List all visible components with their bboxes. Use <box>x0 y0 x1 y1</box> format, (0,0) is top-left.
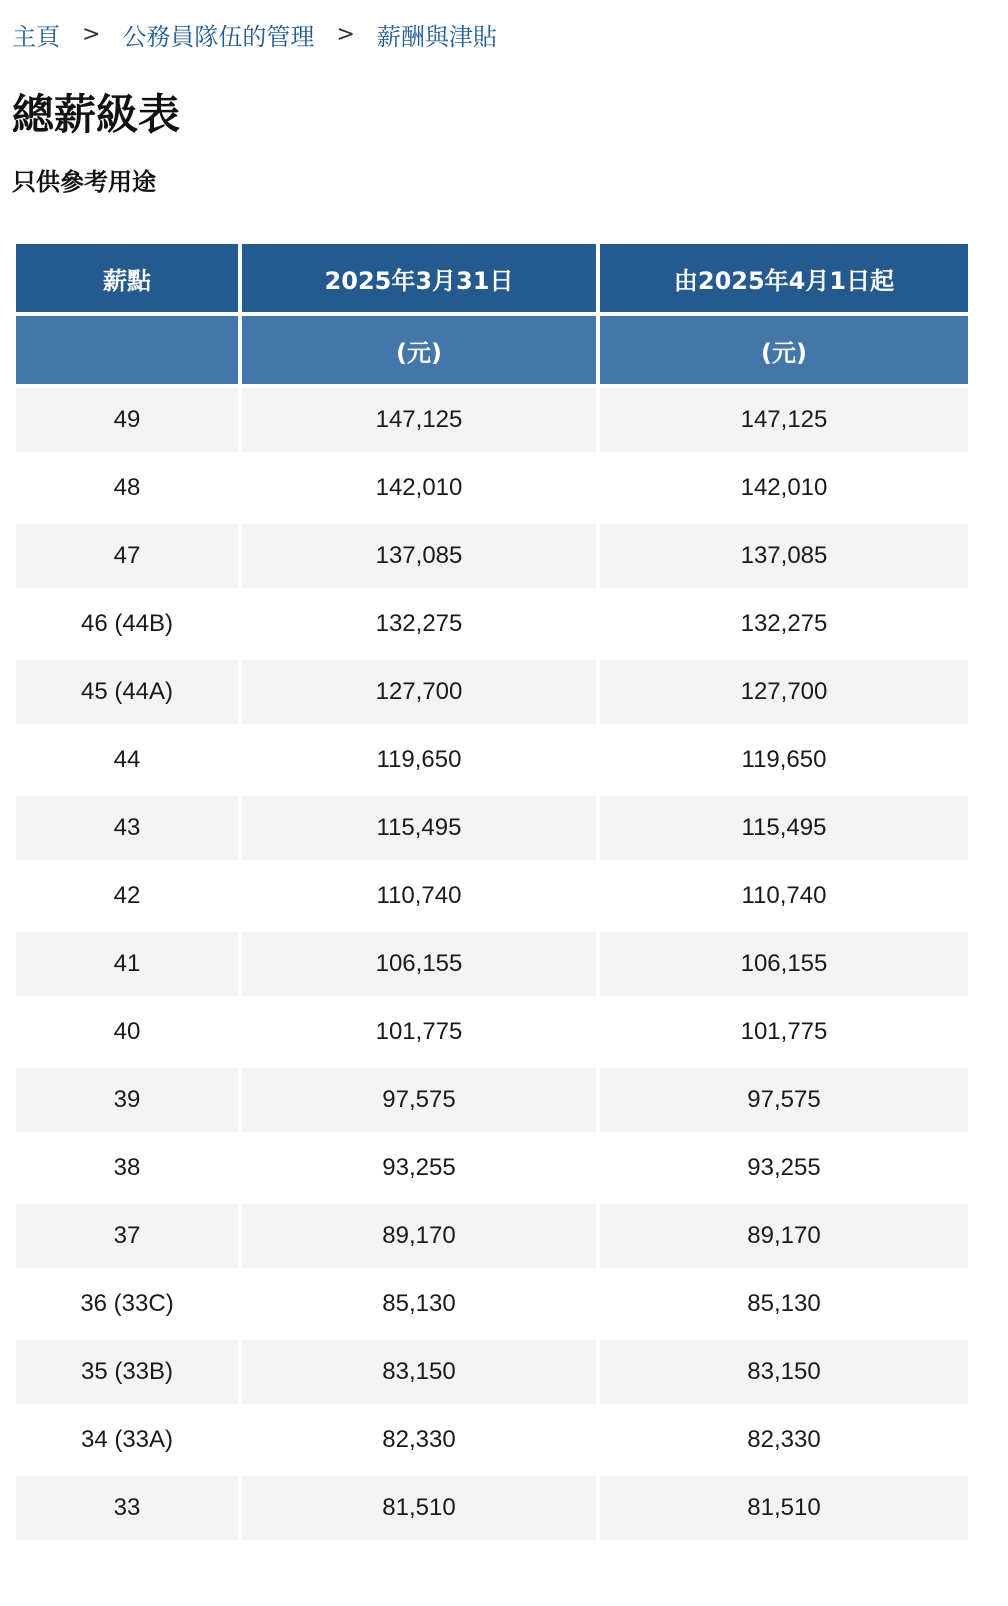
table-row <box>16 660 968 724</box>
cell-pay-point: 47 <box>16 524 238 588</box>
cell-salary-from-2025-04-01: 119,650 <box>600 728 968 792</box>
cell-pay-point: 36 (33C) <box>16 1272 238 1336</box>
table-unit-row <box>16 316 968 384</box>
table-row <box>16 1340 968 1404</box>
cell-pay-point: 33 <box>16 1476 238 1540</box>
cell-pay-point: 35 (33B) <box>16 1340 238 1404</box>
cell-salary-from-2025-04-01: 89,170 <box>600 1204 968 1268</box>
unit-pay-point <box>16 316 238 384</box>
cell-pay-point: 43 <box>16 796 238 860</box>
breadcrumb-separator: > <box>82 21 101 47</box>
cell-salary-from-2025-04-01: 85,130 <box>600 1272 968 1336</box>
unit-from-2025-04-01: (元) <box>600 316 968 384</box>
table-row <box>16 864 968 928</box>
table-row <box>16 524 968 588</box>
cell-pay-point: 44 <box>16 728 238 792</box>
cell-salary-2025-03-31: 85,130 <box>242 1272 596 1336</box>
cell-salary-from-2025-04-01: 115,495 <box>600 796 968 860</box>
cell-salary-from-2025-04-01: 101,775 <box>600 1000 968 1064</box>
cell-salary-from-2025-04-01: 82,330 <box>600 1408 968 1472</box>
cell-pay-point: 39 <box>16 1068 238 1132</box>
table-row <box>16 1136 968 1200</box>
cell-salary-2025-03-31: 115,495 <box>242 796 596 860</box>
unit-2025-03-31: (元) <box>242 316 596 384</box>
table-row <box>16 456 968 520</box>
cell-salary-2025-03-31: 110,740 <box>242 864 596 928</box>
cell-pay-point: 38 <box>16 1136 238 1200</box>
header-from-2025-04-01: 由2025年4月1日起 <box>600 244 968 312</box>
table-row <box>16 796 968 860</box>
breadcrumb-separator: > <box>336 21 355 47</box>
table-row <box>16 1068 968 1132</box>
cell-salary-from-2025-04-01: 137,085 <box>600 524 968 588</box>
table-row <box>16 932 968 996</box>
table-row <box>16 1204 968 1268</box>
salary-scale-table <box>12 240 972 1544</box>
table-row <box>16 1000 968 1064</box>
header-2025-03-31: 2025年3月31日 <box>242 244 596 312</box>
cell-salary-from-2025-04-01: 106,155 <box>600 932 968 996</box>
cell-salary-2025-03-31: 127,700 <box>242 660 596 724</box>
cell-pay-point: 48 <box>16 456 238 520</box>
cell-salary-2025-03-31: 93,255 <box>242 1136 596 1200</box>
cell-salary-from-2025-04-01: 97,575 <box>600 1068 968 1132</box>
cell-salary-from-2025-04-01: 110,740 <box>600 864 968 928</box>
table-body <box>16 388 968 1540</box>
cell-salary-2025-03-31: 101,775 <box>242 1000 596 1064</box>
breadcrumb-pay-allowances-link[interactable]: 薪酬與津貼 <box>376 22 497 51</box>
cell-pay-point: 46 (44B) <box>16 592 238 656</box>
cell-pay-point: 40 <box>16 1000 238 1064</box>
page-title: 總薪級表 <box>12 90 181 139</box>
cell-salary-2025-03-31: 89,170 <box>242 1204 596 1268</box>
table-row <box>16 592 968 656</box>
cell-salary-2025-03-31: 106,155 <box>242 932 596 996</box>
table-row <box>16 1476 968 1540</box>
breadcrumb-civil-service-link[interactable]: 公務員隊伍的管理 <box>122 22 315 51</box>
header-pay-point: 薪點 <box>16 244 238 312</box>
cell-pay-point: 34 (33A) <box>16 1408 238 1472</box>
cell-salary-2025-03-31: 137,085 <box>242 524 596 588</box>
cell-salary-from-2025-04-01: 93,255 <box>600 1136 968 1200</box>
cell-salary-from-2025-04-01: 127,700 <box>600 660 968 724</box>
cell-salary-2025-03-31: 97,575 <box>242 1068 596 1132</box>
table-row <box>16 1272 968 1336</box>
cell-pay-point: 37 <box>16 1204 238 1268</box>
cell-salary-from-2025-04-01: 132,275 <box>600 592 968 656</box>
table-row <box>16 1408 968 1472</box>
cell-pay-point: 45 (44A) <box>16 660 238 724</box>
cell-salary-from-2025-04-01: 147,125 <box>600 388 968 452</box>
cell-salary-2025-03-31: 82,330 <box>242 1408 596 1472</box>
page-subtitle: 只供參考用途 <box>12 168 156 196</box>
cell-pay-point: 49 <box>16 388 238 452</box>
table-header-row <box>16 244 968 312</box>
cell-salary-2025-03-31: 132,275 <box>242 592 596 656</box>
cell-salary-from-2025-04-01: 142,010 <box>600 456 968 520</box>
cell-pay-point: 41 <box>16 932 238 996</box>
cell-salary-2025-03-31: 119,650 <box>242 728 596 792</box>
cell-salary-2025-03-31: 147,125 <box>242 388 596 452</box>
breadcrumb <box>12 14 497 54</box>
breadcrumb-home-link[interactable]: 主頁 <box>12 22 60 51</box>
cell-salary-2025-03-31: 81,510 <box>242 1476 596 1540</box>
cell-salary-2025-03-31: 83,150 <box>242 1340 596 1404</box>
cell-salary-from-2025-04-01: 83,150 <box>600 1340 968 1404</box>
table-row <box>16 728 968 792</box>
cell-pay-point: 42 <box>16 864 238 928</box>
cell-salary-2025-03-31: 142,010 <box>242 456 596 520</box>
table-row <box>16 388 968 452</box>
cell-salary-from-2025-04-01: 81,510 <box>600 1476 968 1540</box>
